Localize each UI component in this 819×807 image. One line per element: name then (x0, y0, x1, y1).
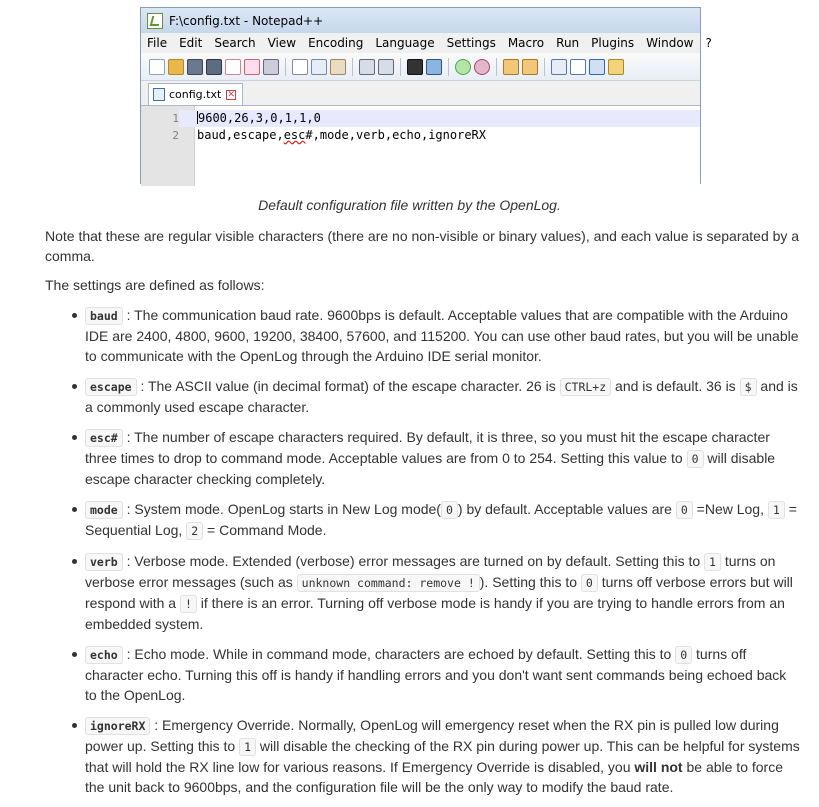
setting-key: ignoreRX (85, 717, 150, 735)
redo-icon[interactable] (378, 59, 394, 75)
notepad-screenshot (140, 7, 712, 184)
menu-language[interactable]: Language (375, 36, 435, 50)
inline-code: unknown command: remove ! (297, 574, 480, 592)
text: : The ASCII value (in decimal format) of the escape character. 26 is (140, 378, 556, 394)
line-text: #,mode,verb,echo,ignoreRX (305, 128, 487, 142)
figure-caption: Default configuration file written by the OpenLog. (258, 197, 561, 213)
line-text: baud,escape, (197, 128, 284, 142)
print-icon[interactable] (263, 59, 279, 75)
document-icon (153, 88, 165, 101)
menu-help[interactable]: ? (705, 36, 712, 50)
list-item-ignorerx (45, 715, 800, 797)
sync-v-icon[interactable] (503, 59, 519, 75)
inline-code: 0 (441, 501, 458, 519)
setting-key: echo (85, 646, 123, 664)
text: : The number of escape characters required. By default, it is three, so you must hit the escape character three times to drop to command mode. Acceptable values are from 0 to 254. Setting this value to (85, 429, 770, 466)
bullet (72, 559, 77, 564)
save-icon[interactable] (187, 59, 203, 75)
spellcheck-underlined-text: esc (283, 128, 306, 142)
inline-code: 1 (704, 553, 721, 571)
text: turns off verbose errors but will respond with a (85, 574, 793, 611)
menu-view[interactable]: View (267, 36, 297, 50)
text: : System mode. OpenLog starts in New Log mode( (126, 501, 441, 517)
inline-code: 0 (581, 574, 598, 592)
inline-code: 1 (239, 738, 256, 756)
toolbar-separator (448, 58, 449, 76)
line-number: 1 (141, 110, 179, 127)
text: = Sequential Log, (85, 501, 797, 538)
cut-icon[interactable] (292, 59, 308, 75)
open-file-icon[interactable] (168, 59, 184, 75)
menu-search[interactable]: Search (214, 36, 256, 50)
menu-edit[interactable]: Edit (179, 36, 203, 50)
tab-bar (141, 81, 700, 106)
toolbar-separator (352, 58, 353, 76)
text: be able to force the unit back to 9600bps, and the configuration file will be the only way to modify the baud rate. (85, 759, 783, 795)
menu-run[interactable]: Run (556, 36, 580, 50)
text: = Command Mode. (207, 522, 327, 538)
inline-code: 1 (768, 501, 785, 519)
menu-plugins[interactable]: Plugins (591, 36, 635, 50)
setting-description: : The communication baud rate. 9600bps is default. Acceptable values that are compatible with the Arduino IDE are 2400, 4800, 9600, 19200, 38400, 57600, and 115200. You can use other baud rates, but you will be unable to communicate with the OpenLog through the Arduino IDE serial monitor. (85, 307, 799, 364)
list-item-esc (45, 427, 800, 489)
notepad-app-icon (147, 13, 163, 29)
wrap-icon[interactable] (551, 59, 567, 75)
bullet (72, 507, 77, 512)
text: ) by default. Acceptable values are (457, 501, 672, 517)
menu-file[interactable]: File (147, 36, 168, 50)
indent-guide-icon[interactable] (589, 59, 605, 75)
setting-key: baud (85, 307, 123, 325)
bullet (72, 313, 77, 318)
bold-text: will not (634, 759, 683, 775)
toolbar-separator (496, 58, 497, 76)
inline-code: 0 (675, 646, 692, 664)
text: turns on verbose error messages (such as (85, 553, 776, 590)
menu-macro[interactable]: Macro (507, 36, 545, 50)
zoom-out-icon[interactable] (474, 59, 490, 75)
close-icon[interactable] (225, 59, 241, 75)
tab-config-txt[interactable] (148, 83, 243, 105)
text: will disable escape character checking completely. (85, 450, 776, 487)
line-number: 2 (141, 127, 179, 144)
toolbar-separator (400, 58, 401, 76)
replace-icon[interactable] (426, 59, 442, 75)
text: will disable the checking of the RX pin during power up. This can be helpful for systems that will hold the RX line low for various reasons. If Emergency Override is disabled, you (85, 738, 800, 775)
text: : Verbose mode. Extended (verbose) error messages are turned on by default. Setting this to (126, 553, 701, 569)
text: if there is an error. Turning off verbose mode is handy if you are trying to handle errors from an embedded system. (85, 595, 785, 632)
zoom-in-icon[interactable] (455, 59, 471, 75)
new-file-icon[interactable] (149, 59, 165, 75)
paragraph: The settings are defined as follows: (45, 277, 265, 293)
copy-icon[interactable] (311, 59, 327, 75)
toolbar (141, 53, 700, 81)
setting-key: escape (85, 378, 137, 396)
toolbar-separator (544, 58, 545, 76)
settings-list (45, 305, 800, 807)
inline-code: 2 (186, 522, 203, 540)
setting-key: esc# (85, 429, 123, 447)
close-all-icon[interactable] (244, 59, 260, 75)
window-title-bar (141, 8, 700, 33)
code-line (141, 127, 700, 144)
find-icon[interactable] (407, 59, 423, 75)
inline-code: 0 (676, 501, 693, 519)
editor-area[interactable] (141, 106, 700, 186)
tab-label: config.txt (169, 88, 222, 101)
text: : Emergency Override. Normally, OpenLog will emergency reset when the RX pin is pulled low during power up. Setting this to (85, 717, 779, 754)
more-icon[interactable] (608, 59, 624, 75)
list-item-mode (45, 499, 800, 541)
inline-code: $ (740, 378, 757, 396)
menu-bar (141, 33, 712, 53)
line-text: 9600,26,3,0,1,1,0 (198, 111, 321, 125)
text: and is default. 36 is (615, 378, 736, 394)
undo-icon[interactable] (359, 59, 375, 75)
toolbar-separator (285, 58, 286, 76)
paste-icon[interactable] (330, 59, 346, 75)
paragraph: Note that these are regular visible characters (there are no non-visible or binary values), and each value is separated by a comma. (45, 228, 800, 264)
sync-h-icon[interactable] (522, 59, 538, 75)
list-item-echo (45, 644, 800, 705)
text: turns off character echo. Turning this off is handy if handling errors and you don't want sent commands being echoed back to the OpenLog. (85, 646, 787, 703)
window-title: F:\config.txt - Notepad++ (169, 13, 324, 28)
menu-window[interactable]: Window (646, 36, 694, 50)
inline-code: ! (180, 595, 197, 613)
text: ). Setting this to (479, 574, 578, 590)
setting-key: verb (85, 553, 123, 571)
list-item-baud (45, 305, 800, 366)
inline-code: 0 (687, 450, 704, 468)
text: =New Log, (696, 501, 764, 517)
save-all-icon[interactable] (206, 59, 222, 75)
menu-encoding[interactable]: Encoding (308, 36, 364, 50)
bullet (72, 723, 77, 728)
inline-code: CTRL+z (560, 378, 612, 396)
show-all-chars-icon[interactable] (570, 59, 586, 75)
list-item-escape (45, 376, 800, 417)
setting-key: mode (85, 501, 123, 519)
text: and is a commonly used escape character. (85, 378, 798, 415)
bullet (72, 435, 77, 440)
list-item-verb (45, 551, 800, 634)
bullet (72, 384, 77, 389)
bullet (72, 652, 77, 657)
code-line (141, 110, 700, 127)
menu-settings[interactable]: Settings (446, 36, 496, 50)
tab-close-icon[interactable]: ✕ (227, 89, 236, 100)
text: : Echo mode. While in command mode, characters are echoed by default. Setting this to (126, 646, 672, 662)
